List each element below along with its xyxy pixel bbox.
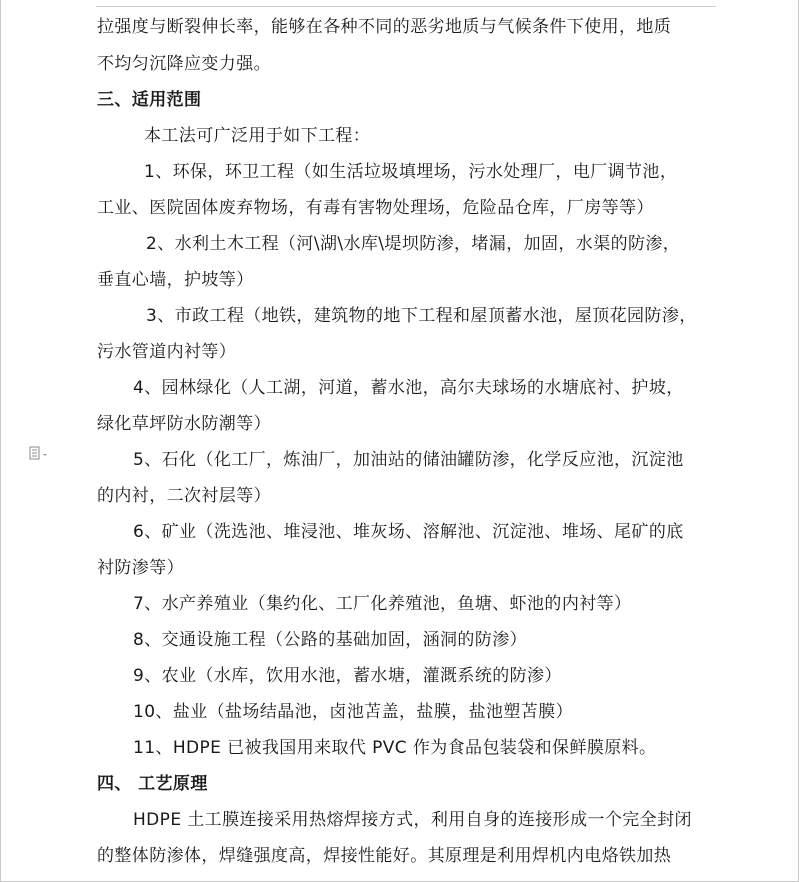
list-item: 5、石化（化工厂，炼油厂，加油站的储油罐防渗，化学反应池，沉淀池 xyxy=(133,450,684,470)
list-item: 4、园林绿化（人工湖，河道，蓄水池，高尔夫球场的水塘底衬、护坡， xyxy=(133,378,684,398)
list-item: 6、矿业（洗选池、堆浸池、堆灰场、溶解池、沉淀池、堆场、尾矿的底 xyxy=(133,522,684,542)
list-item: 11、HDPE 已被我国用来取代 PVC 作为食品包装袋和保鲜膜原料。 xyxy=(133,738,657,758)
list-item: 7、水产养殖业（集约化、工厂化养殖池，鱼塘、虾池的内衬等） xyxy=(133,594,632,614)
list-item: 2、水利土木工程（河\湖\水库\堤坝防渗，堵漏，加固，水渠的防渗， xyxy=(146,234,681,254)
section-heading-scope: 三、适用范围 xyxy=(97,90,202,110)
list-item: 3、市政工程（地铁，建筑物的地下工程和屋顶蓄水池，屋顶花园防渗， xyxy=(146,306,697,326)
text-line: 衬防渗等） xyxy=(97,558,184,578)
text-line: 绿化草坪防水防潮等） xyxy=(97,414,271,434)
top-margin-rule xyxy=(96,6,716,7)
text-line: 本工法可广泛用于如下工程： xyxy=(144,126,371,146)
text-line: HDPE 土工膜连接采用热熔焊接方式，利用自身的连接形成一个完全封闭 xyxy=(133,810,692,830)
section-heading-principle: 四、 工艺原理 xyxy=(97,774,208,794)
text-line: 拉强度与断裂伸长率，能够在各种不同的恶劣地质与气候条件下使用，地质 xyxy=(97,17,672,37)
paragraph-options-icon[interactable] xyxy=(29,446,51,462)
text-line: 垂直心墙，护坡等） xyxy=(97,270,254,290)
list-item: 1、环保，环卫工程（如生活垃圾填埋场，污水处理厂，电厂调节池， xyxy=(144,162,678,182)
text-line: 工业、医院固体废弃物场，有毒有害物处理场，危险品仓库，厂房等等） xyxy=(97,198,654,218)
list-item: 10、盐业（盐场结晶池，卤池苫盖，盐膜，盐池塑苫膜） xyxy=(133,702,574,722)
text-line: 污水管道内衬等） xyxy=(97,342,237,362)
list-item: 9、农业（水库，饮用水池，蓄水塘，灌溉系统的防渗） xyxy=(133,666,562,686)
text-line: 的整体防渗体，焊缝强度高，焊接性能好。其原理是利用焊机内电烙铁加热 xyxy=(97,846,672,866)
list-item: 8、交通设施工程（公路的基础加固，涵洞的防渗） xyxy=(133,630,528,650)
text-line: 不均匀沉降应变力强。 xyxy=(97,54,271,74)
text-line: 的内衬，二次衬层等） xyxy=(97,486,271,506)
